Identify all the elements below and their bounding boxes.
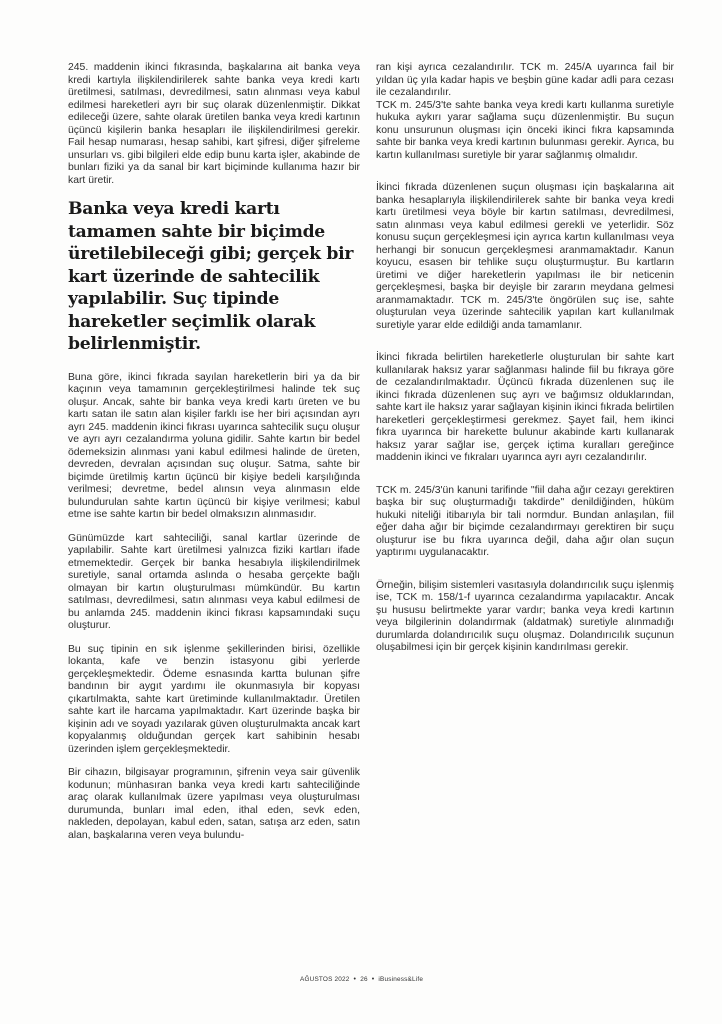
footer-magazine-name: iBusiness&Life bbox=[378, 976, 424, 983]
body-paragraph: İkinci fıkrada belirtilen hareketlerle oluşturulan bir sahte kart kullanılarak haksız yarar sağlanması halinde fiil bu fıkraya göre de cezalandırılmaktadır. Üçüncü fıkrada düzenlenen suç ile ikinci fıkrada düzenlenen suç ayrı ve bağımsız olduklarından, sahte kart ile haksız yarar sağlayan kişinin ikinci fıkrada belirtilen hareketleri gerçekleştirmesi gerekmez. Şayet fail, hem ikinci fıkra uyarınca bir harekette bulunur akabinde kartı kullanarak haksız yarar sağlar ise, gerçek içtima kuralları gereğince maddenin ikinci ve fıkraları uyarınca ayrı ayrı cezalandırılır. bbox=[376, 352, 674, 463]
body-paragraph: Günümüzde kart sahteciliği, sanal kartlar üzerinde de yapılabilir. Sahte kart üretilmesi yalnızca fiziki kartları ifade etmemektedir. Gerçek bir banka hesabıyla ilişkilendirilmek suretiyle, sanal ortamda aslında o hesaba gerçekte bağlı olmayan bir kartın oluşturulması mümkündür. Bu kartın satılması, devredilmesi, satın alınması veya kabul edilmesi de bu anlamda 245. maddenin ikinci fıkrası kapsamındaki suçu oluşturur. bbox=[68, 532, 360, 631]
body-paragraph: Örneğin, bilişim sistemleri vasıtasıyla dolandırıcılık suçu işlenmiş ise, TCK m. 158/1-f uyarınca cezalandırma yapılacaktır. Ancak şu hususu belirtmekte yarar vardır; banka veya kredi kartının veya bilgilerinin dolandırmak (aldatmak) suretiyle alınmadığı durumlarda dolandırıcılık suçu oluşmaz. Dolandırıcılık suçunun oluşabilmesi için bir gerçek kişinin kandırılması gerekir. bbox=[376, 579, 674, 653]
body-paragraph: İkinci fıkrada düzenlenen suçun oluşması için başkalarına ait banka hesaplarıyla ilişkilendirilerek sahte bir banka veya kredi kartı üretilmesi veya böyle bir kartın satılması, devredilmesi, satın alınması veya kabul edilmesi gerekli ve yeterlidir. Söz konusu suçun gerçekleşmesi için ayrıca kartın kullanılması veya herhangi bir sonucun gerçekleşmesi aranmamaktadır. Kanun koyucu, esasen bir tehlike suçu oluşturmuştur. Bu kartların üretimi ve diğer hareketlerin yapılması ile bir neticenin gerçekleşmesi, başka bir deyişle bir zararın meydana gelmesi aranmamaktadır. TCK m. 245/3'te öngörülen suç ise, sahte oluşturulan veya üzerinde sahtecilik yapılan kart kullanılmak suretiyle yarar elde edildiği anda tamamlanır. bbox=[376, 182, 674, 331]
body-paragraph: Bu suç tipinin en sık işlenme şekillerinden birisi, özellikle lokanta, kafe ve benzin istasyonu gibi yerlerde gerçekleşmektedir. Ödeme esnasında kartta bulunan şifre bandının bir aygıt yardımı ile okunmasıyla bir kopyası çıkartılmakta, sahte kart üretiminde kullanılmaktadır. Üretilen sahte kart ile harcama yapılmaktadır. Kart üzerinde başka bir kişinin adı ve soyadı yazılarak güven oluşturulmakta ancak kart kopyalanmış olduğundan gerçek kart sahibinin hesabı üzerinden işlem gerçekleşmektedir. bbox=[68, 643, 360, 755]
footer-separator: • bbox=[371, 976, 375, 983]
body-paragraph: Buna göre, ikinci fıkrada sayılan hareketlerin biri ya da bir kaçının veya tamamının gerçekleştirilmesi halinde tek suç oluşur. Ancak, sahte bir banka veya kredi kartı üreten ve bu kartı satan ile satın alan kişiler farklı ise her biri açısından ayrı ayrı 245. maddenin ikinci fıkrası uyarınca sahtecilik suçu oluşur ve ayrı ayrı cezalandırma yoluna gidilir. Sahte kartın bir bedel ödemeksizin alınması yani kabul edilmesi halinde de üreten, devreden, devralan açısından suç oluşur. Satma, sahte bir biçimde üretilmiş kartın üçüncü bir kişiye bedeli karşılığında verilmesi; devretme, bedel alınsın veya alınmasın elde bulundurulan sahte kartın üçüncü bir kişiye verilmesi; kabul etme ise sahte kartın bir bedel olmaksızın alınmasıdır. bbox=[68, 371, 360, 520]
right-column bbox=[376, 62, 674, 666]
body-paragraph: Bir cihazın, bilgisayar programının, şifrenin veya sair güvenlik kodunun; münhasıran banka veya kredi kartı sahteciliğinde araç olarak kullanılmak üzere yapılması veya oluşturulması durumunda, bunları imal eden, ithal eden, sevk eden, nakleden, depolayan, kabul eden, satan, satışa arz eden, satın alan, başkalarına veren veya bulundu- bbox=[68, 767, 360, 841]
left-column bbox=[68, 62, 360, 853]
body-paragraph: TCK m. 245/3'ün kanuni tarifinde "fiil daha ağır cezayı gerektiren başka bir suç oluşturmadığı takdirde" denildiğinden, hüküm hukuki niteliği itibarıyla bir tali normdur. Bundan anlaşılan, fiil eğer daha ağır bir biçimde cezalandırmayı gerektiren bir suçu oluşturur ise bu fıkra uyarınca değil, daha ağır olan suçun yaptırımı uygulanacaktır. bbox=[376, 484, 674, 558]
pull-quote-headline: Banka veya kredi kartı tamamen sahte bir biçimde üretilebileceği gibi; gerçek bir kart üzerinde de sahtecilik yapılabilir. Suç tipinde hareketler seçimlik olarak belirlenmiştir. bbox=[68, 199, 354, 354]
page-footer bbox=[300, 976, 460, 983]
footer-issue-date: AĞUSTOS 2022 bbox=[300, 976, 350, 983]
footer-page-number: 26 bbox=[360, 976, 368, 983]
body-paragraph: ran kişi ayrıca cezalandırılır. TCK m. 245/A uyarınca fail bir yıldan üç yıla kadar hapis ve beşbin güne kadar adli para cezası ile cezalandırılır. bbox=[376, 62, 674, 98]
body-paragraph: 245. maddenin ikinci fıkrasında, başkalarına ait banka veya kredi kartıyla ilişkilendirilerek sahte banka veya kredi kartı üretilmesi, satılması, devredilmesi, satın alınması veya kabul edilmesi hareketleri ayrı bir suç olarak düzenlenmiştir. Dikkat edileceği üzere, sahte olarak üretilen banka veya kredi kartının üçüncü kişilerin banka hesapları ile ilişkilendirilmesi gerekir. Fail hesap numarası, hesap sahibi, kart şifresi, diğer şifreleme unsurları vs. gibi bilgileri elde edip bunu karta işler, akabinde de bunları fiziki ya da sanal bir kart biçiminde kullanıma hazır bir kart üretir. bbox=[68, 62, 360, 186]
footer-separator: • bbox=[353, 976, 357, 983]
body-paragraph: TCK m. 245/3'te sahte banka veya kredi kartı kullanma suretiyle hukuka aykırı yarar sağlama suçu düzenlenmiştir. Bu suçun konu unsurunun oluşması için önceki ikinci fıkra kapsamında sahte bir banka veya kredi kartının bulunması gerekir. Ayrıca, bu kartın kullanılması suretiyle bir yarar sağlanmış olmalıdır. bbox=[376, 99, 674, 161]
